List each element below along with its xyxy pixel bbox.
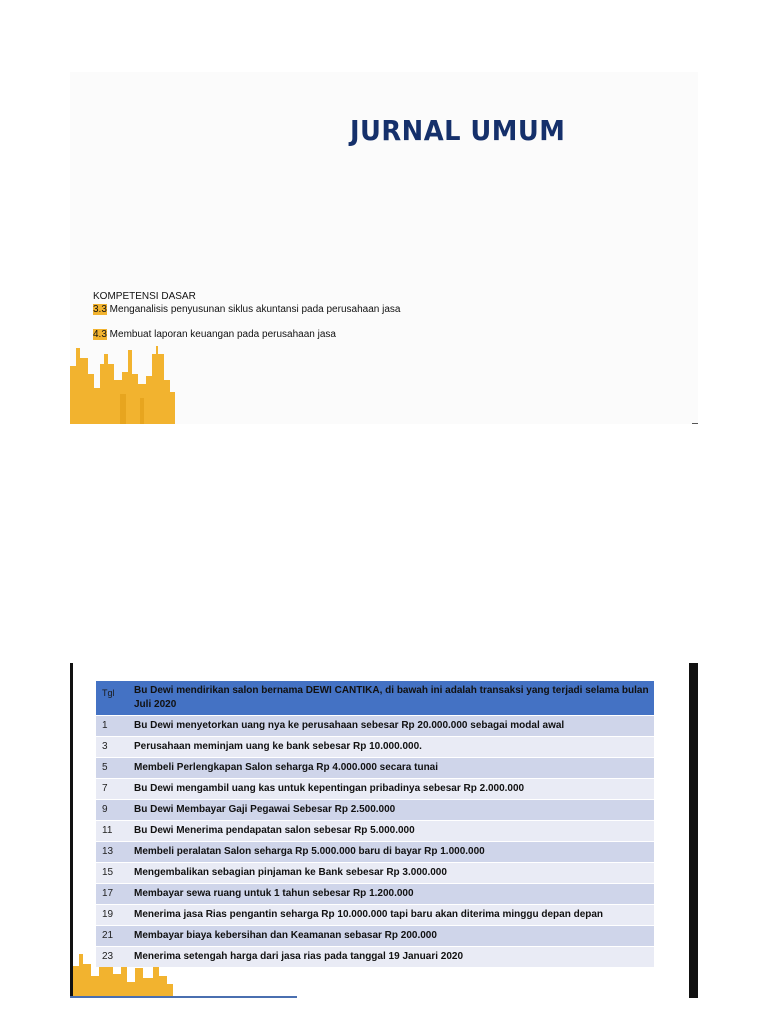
row-description: Perusahaan meminjam uang ke bank sebesar Rp 10.000.000.	[130, 737, 654, 757]
row-description: Mengembalikan sebagian pinjaman ke Bank sebesar Rp 3.000.000	[130, 863, 654, 883]
table-row	[96, 800, 654, 820]
table-row	[96, 737, 654, 757]
row-date: 13	[96, 842, 130, 862]
table-row	[96, 926, 654, 946]
row-description: Membayar biaya kebersihan dan Keamanan sebasar Rp 200.000	[130, 926, 654, 946]
row-date: 9	[96, 800, 130, 820]
table-row	[96, 863, 654, 883]
row-date: 21	[96, 926, 130, 946]
city-skyline-graphic	[70, 344, 175, 424]
row-date: 15	[96, 863, 130, 883]
kompetensi-dasar	[93, 290, 400, 341]
row-description: Membayar sewa ruang untuk 1 tahun sebesar Rp 1.200.000	[130, 884, 654, 904]
row-description: Membeli peralatan Salon seharga Rp 5.000.000 baru di bayar Rp 1.000.000	[130, 842, 654, 862]
kd-item: 3.3 Menganalisis penyusunan siklus akuntansi pada perusahaan jasa	[93, 304, 401, 315]
transaction-slide	[70, 663, 698, 998]
row-description: Bu Dewi Membayar Gaji Pegawai Sebesar Rp 2.500.000	[130, 800, 654, 820]
table-row	[96, 905, 654, 925]
slide-corner-mark	[692, 419, 698, 424]
table-row	[96, 779, 654, 799]
table-row	[96, 821, 654, 841]
table-row	[96, 947, 654, 967]
row-date: 19	[96, 905, 130, 925]
row-description: Menerima setengah harga dari jasa rias pada tanggal 19 Januari 2020	[130, 947, 654, 967]
row-date: 5	[96, 758, 130, 778]
kompetensi-heading: KOMPETENSI DASAR	[93, 291, 196, 302]
row-date: 11	[96, 821, 130, 841]
table-row	[96, 758, 654, 778]
row-date: 17	[96, 884, 130, 904]
slide-bottom-accent	[70, 996, 297, 998]
slide-title: JURNAL UMUM	[349, 114, 566, 147]
title-slide	[70, 72, 698, 424]
kd-item: 4.3 Membuat laporan keuangan pada perusahaan jasa	[93, 329, 336, 340]
row-description: Bu Dewi menyetorkan uang nya ke perusahaan sebesar Rp 20.000.000 sebagai modal awal	[130, 716, 654, 736]
header-description: Bu Dewi mendirikan salon bernama DEWI CANTIKA, di bawah ini adalah transaksi yang terjadi selama bulan Juli 2020	[130, 681, 654, 715]
row-description: Membeli Perlengkapan Salon seharga Rp 4.000.000 secara tunai	[130, 758, 654, 778]
tgl-header: Tgl	[96, 681, 130, 715]
table-row	[96, 842, 654, 862]
table-row	[96, 884, 654, 904]
row-date: 1	[96, 716, 130, 736]
row-description: Bu Dewi mengambil uang kas untuk kepentingan pribadinya sebesar Rp 2.000.000	[130, 779, 654, 799]
row-date: 23	[96, 947, 130, 967]
row-description: Menerima jasa Rias pengantin seharga Rp 10.000.000 tapi baru akan diterima minggu depan depan	[130, 905, 654, 925]
transaction-table	[96, 680, 654, 968]
row-date: 7	[96, 779, 130, 799]
table-header-row	[96, 681, 654, 715]
slide-right-border	[689, 663, 698, 998]
row-description: Bu Dewi Menerima pendapatan salon sebesar Rp 5.000.000	[130, 821, 654, 841]
row-date: 3	[96, 737, 130, 757]
table-row	[96, 716, 654, 736]
